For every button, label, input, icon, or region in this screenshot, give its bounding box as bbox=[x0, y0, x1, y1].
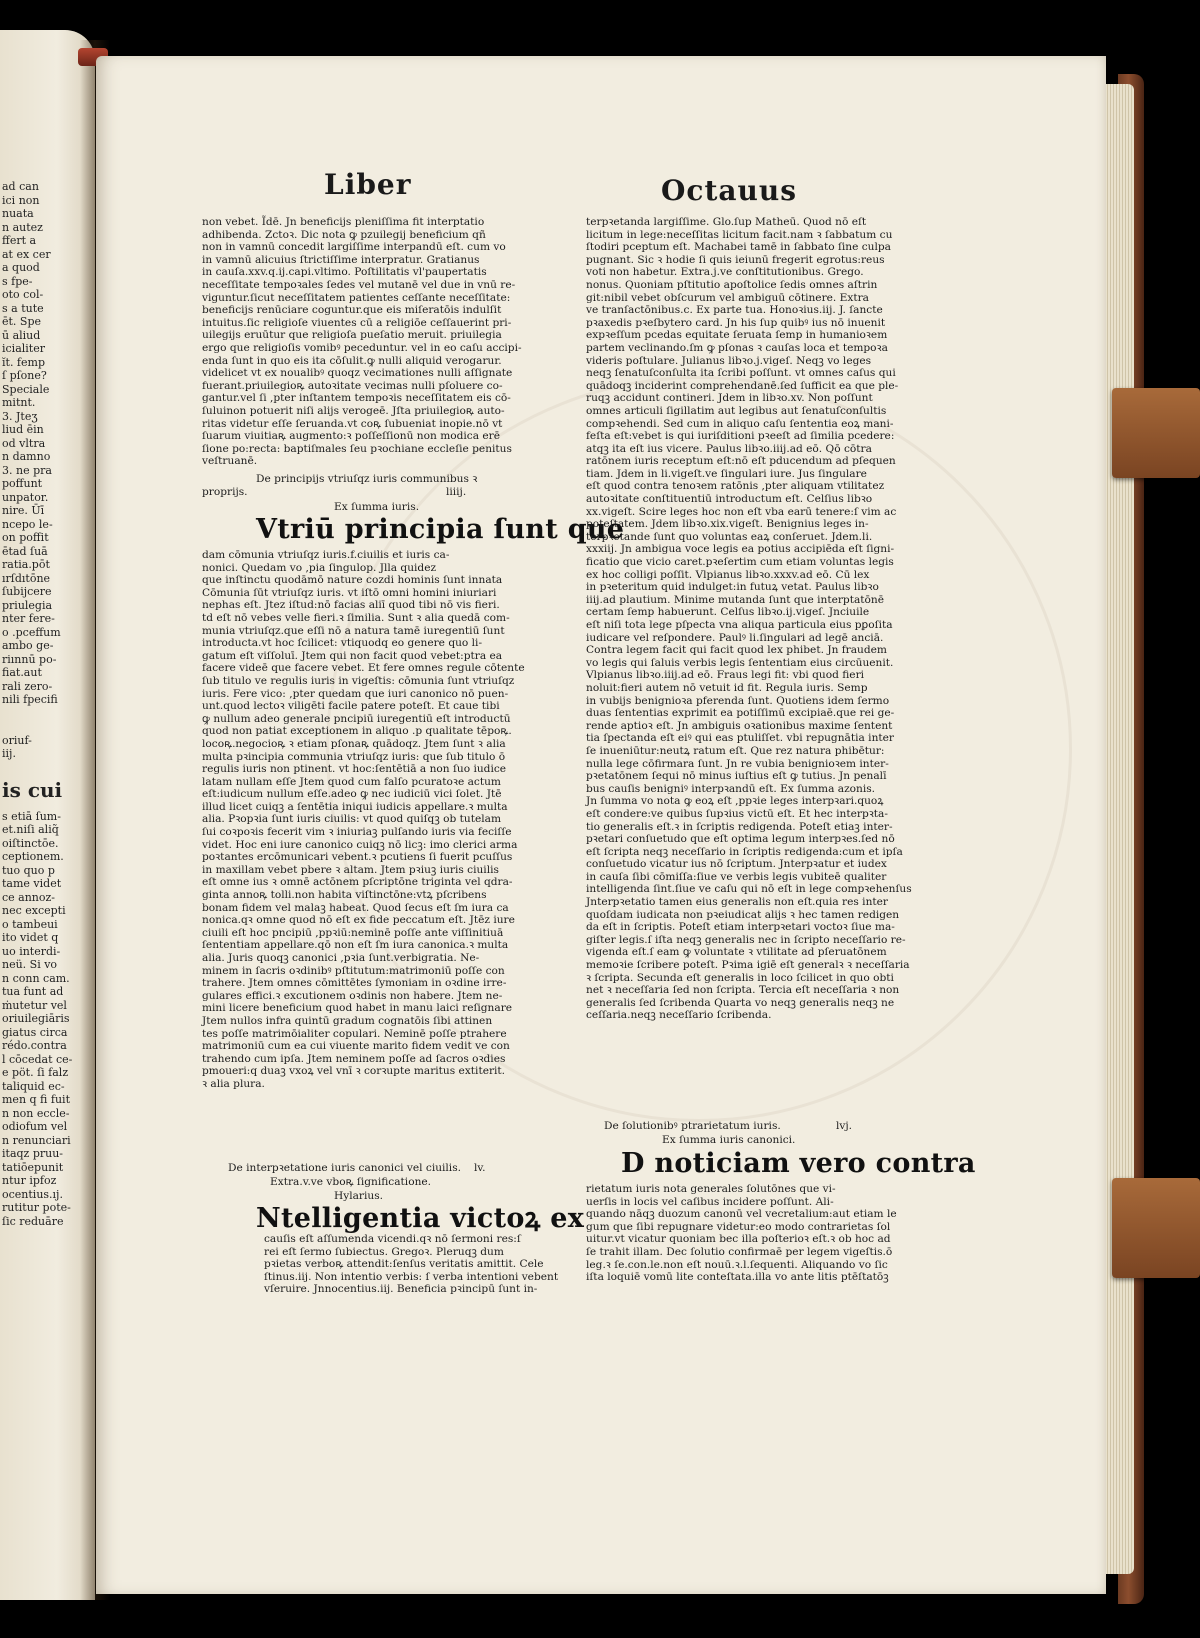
text-line: xxxiij. Jn ambigua voce legis ea potius accipiēda eſt ſigni- bbox=[586, 543, 895, 556]
text-line: feſta eſt:vebet is qui iuriſditioni pꝛeeſt ad ſimilia pcedere: bbox=[586, 430, 895, 443]
text-line: licitum in lege:neceſſitas licitum facit.nam ꝛ ſabbatum cu bbox=[586, 228, 893, 241]
text-line: non in vamnū concedit largiſſime interpandū eſt. cum vo bbox=[202, 241, 506, 254]
text-line: duas ſententias exprimit ea potiſſimū excipiaē.que rei ge- bbox=[586, 707, 895, 720]
text-line: Jnterpꝛetatio tamen eius generalis non eſt.quia res inter bbox=[586, 896, 888, 909]
text-line: ſione po:recta: baptiſmales ſeu pꝛochiane eccleſie penitus bbox=[202, 442, 512, 455]
left-page-fragment: ṁutetur vel bbox=[2, 998, 67, 1012]
text-line: illud licet cuiqꝫ a ſentētia iniqui iudicis appellare.ꝛ multa bbox=[202, 800, 508, 813]
left-page-fragment: nter fere- bbox=[2, 612, 55, 625]
text-line: vo legis qui ſaluis verbis legis ſententiam eius circūuenit. bbox=[586, 656, 894, 669]
heading-principia: Vtriū principia ſunt que bbox=[256, 514, 625, 545]
text-line: intuitus.ſic religioſe viuentes cū a religiōe ceſſauerint pri- bbox=[202, 316, 512, 329]
text-line: nonica.qꝛ omne quod nō eſt ex fide peccatum eſt. Jtēz iure bbox=[202, 914, 515, 927]
text-line: rietatum iuris nota generales ſolutōnes que vi- bbox=[586, 1183, 836, 1195]
text-line: pꝛetatōnem ſequi nō minus iuſtius eſt ꝙ tutius. Jn penalī bbox=[586, 770, 887, 783]
text-line: uitur.vt vicatur quoniam bec illa poſterioꝛ eſt.ꝛ ob hoc ad bbox=[586, 1233, 891, 1246]
text-line: trahere. Jtem omnes cōmittētes ſymoniam in oꝛdine irre- bbox=[202, 977, 507, 990]
text-line: pmoueri:q duaꝫ vxoꝝ vel vnī ꝛ corꝛupte maritus extiterit. bbox=[202, 1065, 506, 1078]
left-page-fragment: s a tute bbox=[2, 301, 44, 315]
text-line: eſt:iudicum nullum eſſe.adeo ꝙ nec iudiciū vici ſolet. Jtē bbox=[202, 788, 502, 801]
left-page-fragment: ſubijcere bbox=[2, 585, 52, 598]
text-line: unt.quod lectoꝛ viligēti facile patere poteſt. Et caue tibi bbox=[202, 700, 500, 713]
text-line: videt. Hoc eni iure canonico cuiqꝫ nō licꝫ: imo clerici arma bbox=[202, 838, 518, 851]
text-line: munia vtriuſqz.que eſſi nō a natura tamē iuregentiū ſunt bbox=[202, 624, 505, 637]
text-line: intelligenda ſint.ſiue ve caſu qui nō eſt in lege compꝛehenſus bbox=[586, 883, 912, 896]
text-line: vigenda eſt.ſ eam ꝙ voluntate ꝛ vtilitate ad pſeruatōnem bbox=[586, 946, 887, 959]
text-line: gum que ſibi repugnare videtur:eo modo contrarietas ſol bbox=[586, 1220, 891, 1233]
text-line: fuerant.priuilegioꝶ autoꝛitate vecimas nulli pſoluere co- bbox=[202, 379, 503, 392]
left-page-fragment: n conn cam. bbox=[2, 971, 70, 985]
left-page-fragment: ambo ge- bbox=[2, 639, 54, 652]
left-page-fragment: iij. bbox=[2, 747, 16, 760]
rubric-solutionibus-source: Ex ſumma iuris canonici. bbox=[662, 1134, 796, 1146]
text-line: da eſt in ſcriptis. Poteſt etiam interpꝛetari voctoꝛ ſiue ma- bbox=[586, 921, 895, 934]
text-line: eſt niſi tota lege pſpecta vna aliqua particula eius pꝑoſita bbox=[586, 619, 893, 631]
left-page-fragment: a quod bbox=[2, 261, 40, 274]
text-line: ſtodiri pceptum eſt. Machabei tamē in ſabbato ſine culpa bbox=[586, 241, 891, 254]
text-line: td eſt nō vebes velle fieri.ꝛ ſimilia. Sunt ꝛ alia quedā com- bbox=[202, 611, 510, 624]
left-page-fragment: l cōcedat ce- bbox=[2, 1052, 73, 1066]
left-page-fragment: ētad ſuā bbox=[2, 544, 48, 558]
text-line: que inſtinctu quodāmō nature cozdi hominis ſunt innata bbox=[202, 574, 503, 587]
text-line: ritas videtur eſſe ſeruanda.vt coꝶ ſubueniat inopie.nō vt bbox=[202, 417, 503, 430]
text-line: beneficijs renūciare coguntur.que eis miſeratōis indulſit bbox=[202, 304, 502, 317]
left-page-fragment: fiat.aut bbox=[2, 666, 42, 679]
text-line: leg.ꝛ ſe.con.le.non eſt nouū.ꝛ.l.ſequenti. Aliquando vo ſic bbox=[586, 1258, 888, 1271]
text-line: giſter legis.ſ iſta neqꝫ generalis nec in ſcripto neceſſario re- bbox=[586, 933, 906, 946]
text-line: bus cauſis benigniꝰ interpꝛandū eſt. Ex ſumma azonis. bbox=[586, 782, 876, 795]
text-line: dam cōmunia vtriuſqz iuris.f.ciuilis et iuris ca- bbox=[202, 549, 450, 561]
text-line: pugnant. Sic ꝛ hodie ſi quis ieiunū fregerit egrotus:reus bbox=[586, 253, 885, 266]
text-line: Jtem nullos infra quintū gradum cognatōis ſibi attinen bbox=[202, 1014, 493, 1027]
rubric-principia: De principijs vtriuſqz iuris communibus ꝛ bbox=[256, 473, 478, 485]
text-line: videlicet vt ex noualibꝰ quoqz vecimationes nulli aſſignate bbox=[202, 367, 513, 380]
left-column-block-1 bbox=[202, 216, 520, 468]
text-line: videris poſtulare. Julianus libꝛo.j.vigeſ. Neqꝫ vo leges bbox=[586, 354, 872, 367]
left-page-fragment: rédo.contra bbox=[2, 1039, 67, 1052]
text-line: quando nāqꝫ duozum canonū vel vecretalium:aut etiam le bbox=[586, 1208, 897, 1221]
text-line: in vubijs benignioꝛa pferenda ſunt. Quotiens idem ſermo bbox=[586, 694, 890, 707]
text-line: quod non patiat exceptionem in aliquo .p qualitate tēpoꝶ. bbox=[202, 725, 512, 738]
left-page-fragment: s etiā ſum- bbox=[2, 809, 61, 823]
rubric-principia-source: Ex ſumma iuris. bbox=[334, 501, 420, 513]
text-line: iſta loquiē vomū lite conteſtata.illa vo ante litis ptēſtatōꝫ bbox=[586, 1271, 889, 1284]
text-line: gantur.vel ſi ,pter inſtantem tempoꝛis neceſſitatem eis cō- bbox=[202, 392, 511, 405]
text-line: Vlpianus libꝛo.iiij.ad eō. Fraus legi fit: vbi quod fieri bbox=[586, 669, 865, 682]
left-page-fragment: ratia.pōt bbox=[2, 558, 50, 571]
text-line: ergo que religioſis vomibꝰ peceduntur. vel in eo caſu accipi- bbox=[202, 341, 522, 354]
text-line: tio generalis eſt.ꝛ in ſcriptis redigenda. Poteſt etiaꝫ inter- bbox=[586, 820, 893, 833]
text-line: minem in ſacris oꝛdinibꝰ pſtitutum:matrimoniū poſſe con bbox=[202, 964, 505, 977]
text-line: nephas eſt. Jtez iſtud:nō facias aliī quod tibi nō vis fieri. bbox=[202, 599, 500, 612]
left-page-fragment: tua funt ad bbox=[2, 985, 64, 998]
text-line: git:nibil vebet obſcurum vel ambiguū cōtinere. Extra bbox=[586, 291, 869, 304]
left-page-fragment: s fpe- bbox=[2, 274, 33, 288]
left-page-fragment: ici non bbox=[2, 193, 40, 207]
left-column-block-3 bbox=[264, 1233, 559, 1296]
text-line: in vamnū alicuius ſtrictiſſime interpratur. Gratianus bbox=[202, 253, 480, 266]
text-line: expꝛeſſum pcedas equitate ſeruata ſemp in humanioꝛem bbox=[586, 329, 888, 342]
text-line: nonici. Quedam vo ,pia ſingulop. Jlla quidez bbox=[202, 561, 437, 574]
text-line: alia. Juris quoqꝫ canonici ,pꝛia ſunt.verbigratia. Ne- bbox=[202, 952, 480, 964]
left-page-fragment: mitnt. bbox=[2, 396, 36, 409]
left-page-fragment: oto col- bbox=[2, 288, 44, 301]
text-line: locoꝶ.negocioꝶ ꝛ etiam pſonaꝶ quādoqz. Jtem ſunt ꝛ alia bbox=[202, 737, 506, 750]
text-line: adhibenda. Zctoꝛ. Dic nota ꝙ pzuilegij beneficium qñ bbox=[202, 228, 486, 241]
clasp-bottom bbox=[1112, 1178, 1200, 1278]
text-line: memoꝛie ſcribere poteſt. Pꝛima igiē eſt generalꝛ ꝛ neceſſaria bbox=[586, 959, 910, 972]
text-line: bonam fidem vel malaꝫ habeat. Quod ſecus eſt ſm iura ca bbox=[202, 901, 509, 914]
left-page-fragment: ceptionem. bbox=[2, 850, 64, 863]
left-page-fragment: rutitur pote- bbox=[2, 1201, 71, 1214]
text-line: eſt omne ius ꝛ omnē actōnem pſcriptōne triginta vel qdra- bbox=[202, 876, 513, 889]
text-line: eſt quod contra tenoꝛem ratōnis ,pter aliquam vtilitatez bbox=[586, 480, 885, 493]
text-line: quādoqꝫ inciderint comprehendanē.ſed ſufficit ea que ple- bbox=[586, 379, 899, 392]
text-line: quoſdam iudicata non pꝛeiudicat alijs ꝛ hec tamen redigen bbox=[586, 908, 900, 921]
left-page-fragment: ſ pſone? bbox=[2, 369, 47, 382]
text-line: ficatio que vicio caret.pꝛeſertim cum etiam voluntas legis bbox=[586, 556, 894, 569]
left-page-fragment: ĭt. femp bbox=[2, 355, 45, 369]
text-line: veſtruanē. bbox=[202, 455, 258, 468]
right-column-block-2 bbox=[586, 1183, 916, 1284]
text-line: ruqꝫ accidunt contineri. Jdem in libꝛo.xv. Non poſſunt bbox=[586, 392, 873, 405]
clasp-top bbox=[1112, 388, 1200, 478]
text-line: non vebet. Ĩdē. Jn beneficijs pleniſſima fit interptatio bbox=[202, 216, 485, 228]
text-line: iiij.ad plautium. Minime mutanda ſunt que interptatōnē bbox=[586, 593, 885, 606]
text-line: matrimoniū cum ea cui viuente marito fidem vedit ve con bbox=[202, 1040, 510, 1053]
text-line: uilegijs eruūtur que religioſa pueſatio meruit. priuilegia bbox=[202, 329, 502, 342]
text-line: Contra legem facit qui facit quod lex phibet. Jn fraudem bbox=[586, 644, 887, 657]
text-line: poꝛtantes ercōmunicari vebent.ꝛ pcutiens ſi fuerit pcuſſus bbox=[202, 851, 513, 864]
text-line: ginta annoꝶ tolli.non habita viſtinctōne:vtꝝ pſcribens bbox=[202, 889, 487, 902]
left-page-fragment: nili fpecifi bbox=[2, 693, 58, 706]
text-line: in cauſa ſibi cōmiſſa:ſiue ve verbis legis vubiteē qualiter bbox=[586, 870, 887, 883]
text-line: gatum eſt viſſoluī. Jtem qui non facit quod vebet:ptra ea bbox=[202, 649, 503, 662]
text-line: ꝙ nullum adeo generale pncipiū iuregentiū eſt introductū bbox=[202, 712, 511, 725]
text-line: poteſtatem. Jdem libꝛo.xix.vigeſt. Benignius leges in- bbox=[586, 518, 869, 531]
left-page-fragment: n non eccle- bbox=[2, 1106, 70, 1120]
right-page bbox=[96, 56, 1106, 1594]
rubric-interpretatione-author: Hylarius. bbox=[334, 1190, 384, 1202]
text-line: certam ſemp habuerunt. Celſus libꝛo.ij.vigeſ. Jnciuile bbox=[586, 606, 870, 619]
text-line: xx.vigeſt. Scire leges hoc non eſt vba earū tenere:ſ vim ac bbox=[586, 505, 897, 518]
left-page-fragment: ırſdıtōne bbox=[2, 571, 51, 585]
left-page-fragment: ſic reduāre bbox=[2, 1214, 64, 1228]
left-page-fragment: 3. ne pra bbox=[2, 463, 52, 477]
left-page-fragment: uo interdi- bbox=[2, 944, 61, 958]
left-page-fragment: ito videt q bbox=[2, 931, 59, 944]
left-page-fragment: et.niſi aliq̃ bbox=[2, 823, 59, 836]
text-line: rei eſt ſermo ſubiectus. Gregoꝛ. Pleruqꝫ dum bbox=[264, 1245, 504, 1258]
left-page-fragment: ntur ipfoz bbox=[2, 1174, 57, 1187]
left-page-fragment: priulegia bbox=[2, 598, 53, 612]
text-line: generalis ſed ſcribenda Quarta vo neqꝫ generalis neqꝫ ne bbox=[586, 996, 895, 1009]
text-line: ſuluinon potuerit niſi alijs verogeē. Jſta priuilegioꝶ auto- bbox=[202, 404, 505, 417]
text-line: compꝛehendi. Sed cum in aliquo caſu ſententia eoꝝ mani- bbox=[586, 417, 894, 430]
rubric-principia-number: liiij. bbox=[446, 486, 467, 498]
left-page-fragment: rali zero- bbox=[2, 679, 53, 693]
text-line: nulla lege cōfirmara ſunt. Jn re vubia benignioꝛem inter- bbox=[586, 757, 889, 770]
left-page-fragment: tame videt bbox=[2, 877, 62, 890]
left-page-fragment: unpator. bbox=[2, 490, 49, 504]
heading-noticiam: D noticiam vero contra bbox=[621, 1148, 976, 1179]
text-line: tiam. Jdem in li.vigeſt.ve ſingulari iure. Jus ſingulare bbox=[586, 467, 867, 480]
left-page-fragment: tatiōepunit bbox=[2, 1160, 64, 1174]
left-page-fragment: riınnū po- bbox=[2, 652, 57, 666]
left-page-fragment: ad can bbox=[2, 180, 39, 193]
text-line: ceſſaria.neqꝫ neceſſario ſcribenda. bbox=[586, 1009, 772, 1022]
left-page-fragment: giatus circa bbox=[2, 1025, 68, 1039]
left-page-fragment: ū aliud bbox=[2, 328, 41, 342]
left-column-block-2 bbox=[202, 549, 525, 1091]
text-line: tia ſpectanda eſt eiꝰ qui eas ptuliſſet. vbi repugnātia inter bbox=[586, 732, 894, 745]
text-line: mini licere beneficium quod habet in manu laici reſignare bbox=[202, 1002, 513, 1015]
text-line: nonus. Quoniam pſtitutio apoſtolice ſedis omnes aſtrin bbox=[586, 278, 878, 291]
text-line: neceſſitate tempoꝛales ſedes vel mutanē vel due in vnū re- bbox=[202, 278, 516, 291]
text-line: atqꝫ ita eſt ius vicere. Paulus libꝛo.iiij.ad eō. Qō cōtra bbox=[586, 442, 872, 455]
left-page-fragment: is cui bbox=[2, 778, 63, 802]
text-line: introducta.vt hoc ſcilicet: vtiquodq eo genere quo li- bbox=[202, 637, 483, 650]
text-line: facere videē que facere vebet. Et fere omnes regule cōtente bbox=[202, 662, 525, 675]
text-line: omnes articuli ſigillatim aut legibus aut ſenatuſconſultis bbox=[586, 404, 887, 417]
left-page-fragment: tuo quo p bbox=[2, 863, 55, 877]
running-head-left: Liber bbox=[324, 168, 412, 201]
text-line: ꝛ ſcripta. Secunda eſt generalis in loco ſcilicet in quo obti bbox=[586, 971, 894, 984]
left-page-fragment: ce annoz- bbox=[2, 890, 56, 904]
text-line: tes poſſe matrimōialiter copulari. Neminē poſſe ptrahere bbox=[202, 1027, 507, 1040]
left-page-fragment: n damno bbox=[2, 450, 51, 463]
text-line: gulares effici.ꝛ excutionem oꝛdinis non habere. Jtem ne- bbox=[202, 989, 503, 1002]
text-line: Cōmunia ſūt vtriuſqz iuris. vt iſtō omni homini iniuriari bbox=[202, 586, 497, 599]
text-line: eſt condere:ve quibus ſupꝛius victū eſt. Et hec interpꝛta- bbox=[586, 807, 888, 820]
rubric-interpretatione-number: lv. bbox=[474, 1162, 486, 1174]
text-line: ex hoc colligi poſſit. Vlpianus libꝛo.xxxv.ad eō. Cū lex bbox=[586, 568, 870, 581]
text-line: ſe trahit illam. Dec ſolutio confirmaē per legem vigeſtis.ō bbox=[586, 1245, 893, 1258]
text-line: iudicare vel reſpondere. Paulꝰ li.ſingulari ad legē anciā. bbox=[586, 631, 884, 644]
left-page-fragment: neü. Si vo bbox=[2, 958, 58, 971]
left-page-fragment: itaqz pruu- bbox=[2, 1147, 64, 1160]
text-line: in maxillam vebet pbere ꝛ altam. Jtem pꝛiuꝫ iuris ciuilis bbox=[202, 863, 499, 876]
left-page-fragment: n renunciari bbox=[2, 1133, 71, 1147]
rubric-solutionibus: De ſolutionibꝰ ptrarietatum iuris. bbox=[604, 1120, 781, 1132]
text-line: viguntur.ſicut neceſſitatem patientes ceſſante neceſſitate: bbox=[202, 291, 511, 304]
text-line: autoꝛitate conſtituentiū introductum eſt. Celſius libꝛo bbox=[586, 493, 873, 506]
left-page-fragment: 3. Jteʒ bbox=[2, 409, 38, 423]
left-page-fragment: ēt. Spe bbox=[2, 315, 42, 328]
left-page-fragment: men q fi fuit bbox=[2, 1093, 70, 1106]
left-page-fragment: poffunt bbox=[2, 477, 43, 490]
text-line: ſtinus.iij. Non intentio verbis: ſ verba intentioni vebent bbox=[264, 1270, 559, 1283]
text-line: latam nullam eſſe Jtem quod cum falſo pcuratoꝛe actum bbox=[202, 775, 501, 788]
left-page-fragment: liud ēin bbox=[2, 423, 44, 436]
text-line: vſeruire. Jnnocentius.iij. Beneficia pꝛincipū ſunt in- bbox=[264, 1283, 538, 1296]
left-page-fragment: nuata bbox=[2, 207, 34, 220]
left-page-fragment: od vltra bbox=[2, 436, 46, 450]
left-page-fragment: taliquid ec- bbox=[2, 1079, 65, 1093]
text-line: rende aptioꝛ eſt. Jn ambiguis oꝛationibus maxime ſentent bbox=[586, 719, 893, 732]
text-line: multa pꝛincipia communia vtriuſqz iuris: que ſub titulo ō bbox=[202, 750, 506, 763]
left-page-fragment: odiofum vel bbox=[2, 1120, 68, 1133]
text-line: ratōnem iuris receptum eſt:nō eſt pducendum ad pſequen bbox=[586, 455, 896, 468]
left-page-fragment: ffert a bbox=[2, 234, 37, 247]
left-page-fragment: oiſtinctōe. bbox=[2, 836, 59, 850]
text-line: ſub titulo ve regulis iuris in vigeſtis: cōmunia ſunt vtriuſqz bbox=[202, 674, 515, 687]
text-line: ſententiam appellare.qō non eſt ſm iura canonica.ꝛ multa bbox=[202, 939, 509, 952]
text-line: pꝛetari conſuetudo que eſt optima legum interpꝛes.ſed nō bbox=[586, 833, 895, 846]
text-line: voti non habetur. Extra.j.ve conſtitutionibus. Grego. bbox=[586, 266, 864, 279]
text-line: in cauſa.xxv.q.ij.capi.vltimo. Poſtilitatis vl'paupertatis bbox=[202, 266, 487, 279]
text-line: neqꝫ ſenatuſconſulta ita ſcribi poſſunt. vt omnes caſus qui bbox=[586, 367, 896, 380]
left-page-fragment: ncepo le- bbox=[2, 517, 53, 531]
text-line: eſt ſcripta neqꝫ neceſſario in ſcriptis redigenda:cum et ipſa bbox=[586, 845, 903, 858]
text-line: partem veclinando.ſm ꝙ pſonas ꝛ cauſas loca et tempoꝛa bbox=[586, 341, 888, 354]
text-line: alia. Pꝛopꝛia ſunt iuris ciuilis: vt quod quiſqꝫ ob tutelam bbox=[202, 813, 501, 826]
left-page-fragment: o .pceffum bbox=[2, 625, 61, 639]
left-page-fragment: at ex cer bbox=[2, 247, 51, 261]
text-line: net ꝛ neceſſaria ſed non ſcripta. Tercia eſt neceſſaria ꝛ non bbox=[586, 984, 900, 997]
left-page-fragment: icialiter bbox=[2, 342, 45, 355]
text-line: ſe inueniūtur:neutꝝ ratum eſt. Que rez natura phibētur: bbox=[586, 744, 885, 757]
left-page-fragment: Speciale bbox=[2, 382, 50, 396]
left-page-fragment: n autez bbox=[2, 220, 43, 234]
text-line: Jn ſumma vo nota ꝙ eoꝝ eſt ,ppꝛie leges interpꝛari.quoꝝ bbox=[586, 795, 884, 808]
heading-intelligentia: Ntelligentia victoꝝ ex bbox=[256, 1203, 585, 1234]
rubric-principia-cont: proprijs. bbox=[202, 486, 248, 498]
text-line: terpꝛetande ſunt quo voluntas eaꝝ conſeruet. Jdem.li. bbox=[586, 530, 873, 543]
left-page-fragment: oriuf- bbox=[2, 733, 32, 747]
text-line: ſui coꝛpoꝛis fecerit vim ꝛ iniuriaꝫ pulſando iuris via feciſſe bbox=[202, 826, 512, 839]
text-line: noluit:fieri autem nō vetuit id fit. Regula iuris. Semp bbox=[586, 681, 868, 694]
text-line: uerſis in locis vel caſibus incidere poſſunt. Ali- bbox=[586, 1195, 834, 1208]
left-page-fragment: nire. Ūī bbox=[2, 504, 45, 517]
left-page-fragment: e pöt. ſi falz bbox=[2, 1066, 69, 1079]
text-line: ſuarum viuitiaꝶ augmento:ꝛ poſſeſſionū non modica erē bbox=[202, 430, 501, 443]
rubric-interpretatione: De interpꝛetatione iuris canonici vel ciuilis. bbox=[228, 1162, 461, 1174]
text-line: enda ſunt in quo eis ita cōſulit.ꝙ nulli aliquid verogarur. bbox=[202, 354, 502, 367]
left-page-fragment: ocentius.ıj. bbox=[2, 1187, 63, 1201]
text-line: pꝛaxedis pꝛeſbytero card. Jn his ſup quibꝰ ius nō inuenit bbox=[586, 316, 886, 329]
text-line: terpꝛetanda largiſſime. Glo.ſup Matheū. Quod nō eſt bbox=[586, 216, 867, 228]
text-line: pꝛietas verboꝶ attendit:ſenſus veritatis amittit. Cele bbox=[264, 1258, 544, 1271]
text-line: conſuetudo vicatur ius nō ſcriptum. Jnterpꝛatur et iudex bbox=[586, 858, 887, 871]
text-line: ve tranſactōnibus.c. Ex parte tua. Honoꝛius.iij. J. ſancte bbox=[586, 304, 883, 317]
rubric-solutionibus-number: lvj. bbox=[836, 1120, 853, 1132]
left-page-fragment: on poffit bbox=[2, 531, 49, 544]
left-page-fragment: nec excepti bbox=[2, 904, 66, 917]
left-page-fragment: oriuilegiāris bbox=[2, 1012, 70, 1025]
text-line: in pꝛeteritum quid indulget:in futuꝝ vetat. Paulus libꝛo bbox=[586, 581, 879, 594]
right-column-block-1 bbox=[586, 216, 916, 1022]
rubric-interpretatione-source: Extra.v.ve vboꝶ ſignificatione. bbox=[270, 1176, 432, 1188]
text-line: iuris. Fere vico: ,pter quedam que iuri canonico nō puen- bbox=[202, 687, 509, 700]
left-page-fragment: o tambeui bbox=[2, 917, 58, 931]
text-line: trahendo cum ipſa. Jtem neminem poſſe ad ſacros oꝛdies bbox=[202, 1052, 506, 1065]
running-head-right: Octauus bbox=[661, 174, 797, 207]
text-line: ciuili eſt hoc pncipiū ,ppꝛiū:neminē poſſe ante viſſinitiuā bbox=[202, 926, 504, 939]
text-line: regulis iuris non ptinent. vt hoc:ſentētiā a non ſuo iudice bbox=[202, 763, 507, 776]
text-line: ꝛ alia plura. bbox=[202, 1077, 265, 1090]
text-line: cauſis eſt aſſumenda vicendi.qꝛ nō ſermoni res:ſ bbox=[264, 1233, 521, 1245]
